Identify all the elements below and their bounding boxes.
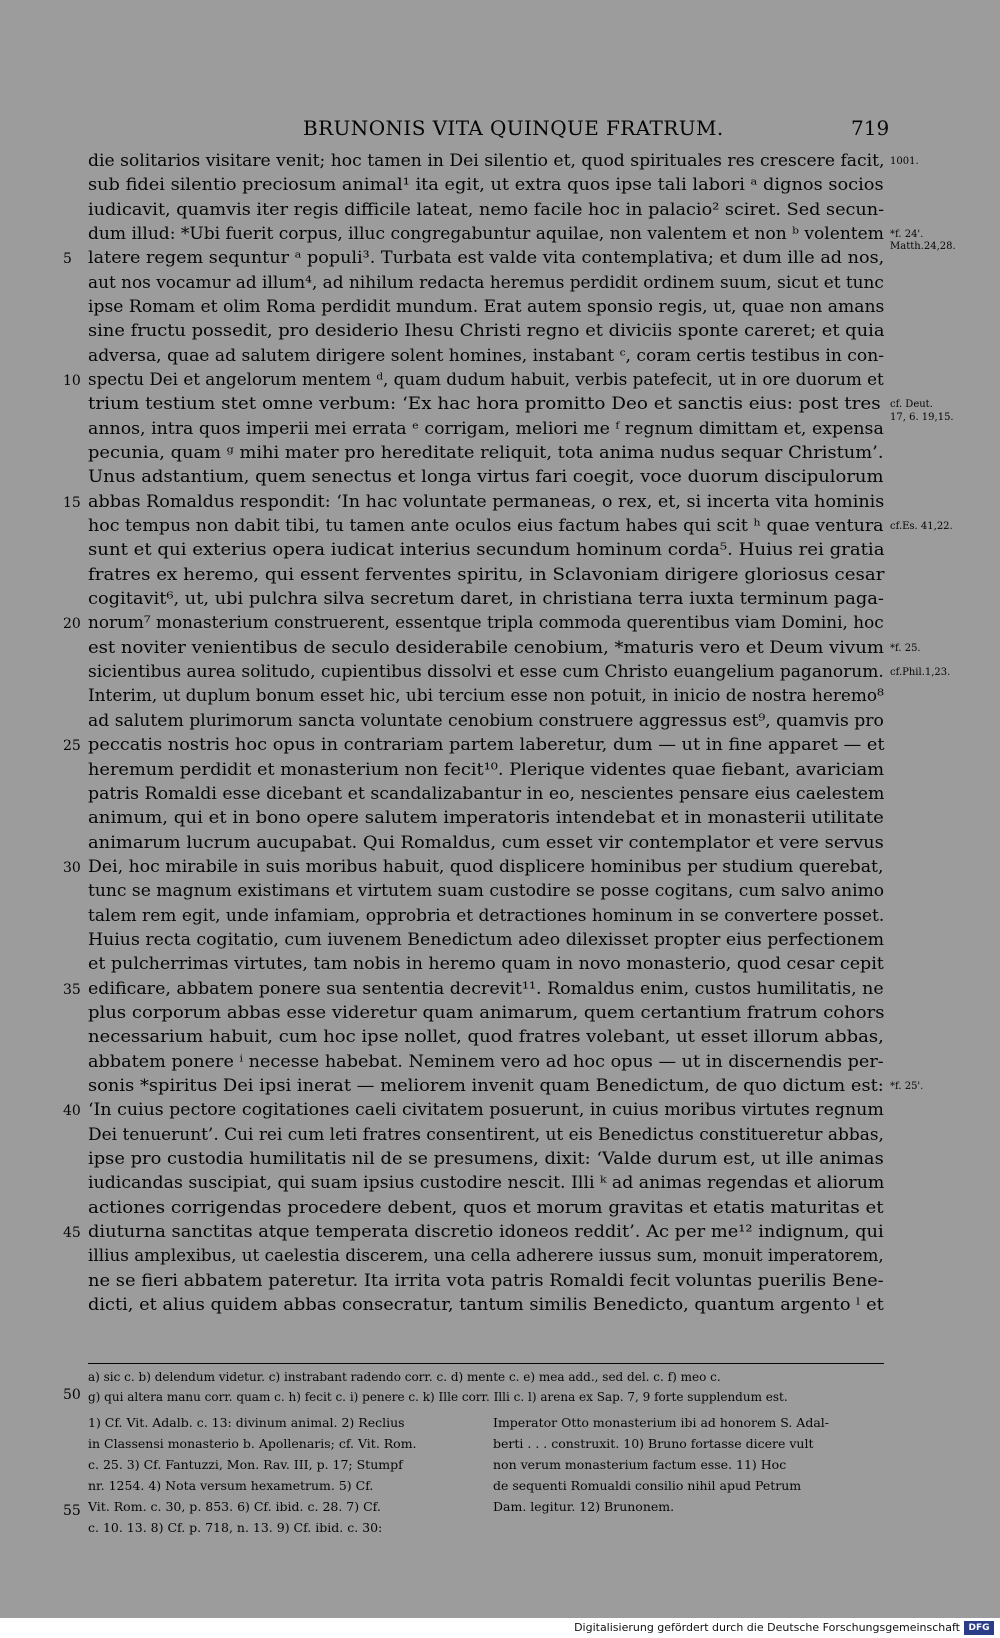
margin-reference: cf.Es. 41,22. — [890, 521, 953, 533]
text-line: aut nos vocamur ad illum⁴, ad nihilum redacta heremus perdidit ordinem suum, sicut et tunc — [88, 272, 884, 293]
line-number: 25 — [63, 738, 81, 755]
text-line: abbas Romaldus respondit: ‘In hac voluntate permaneas, o rex, et, si incerta vita hominis — [88, 491, 885, 512]
text-line: latere regem sequntur ᵃ populi³. Turbata est valde vita contemplativa; et dum ille ad nos, — [88, 248, 885, 269]
text-line: animarum lucrum aucupabat. Qui Romaldus, cum esset vir contemplator et vere servus — [88, 832, 884, 853]
text-line: plus corporum abbas esse videretur quam animarum, quem certantium fratrum cohors — [88, 1002, 885, 1023]
text-line: actiones corrigendas procedere debent, quos et morum gravitas et etatis maturitas et — [88, 1197, 884, 1218]
text-line: annos, intra quos imperii mei errata ᵉ corrigam, meliori me ᶠ regnum dimittam et, expensa — [88, 418, 884, 439]
text-line: peccatis nostris hoc opus in contrariam partem laberetur, dum — ut in fine apparet — et — [88, 735, 885, 756]
line-number: 5 — [63, 251, 72, 268]
page-number: 719 — [851, 116, 890, 140]
text-line: iudicandas suscipiat, qui suam ipsius custodire nescit. Illi ᵏ ad animas regendas et aliorum — [88, 1173, 885, 1194]
text-line: abbatem ponere ⁱ necesse habebat. Neminem vero ad hoc opus — ut in discernendis per- — [88, 1051, 884, 1072]
dfg-logo: DFG — [964, 1621, 994, 1635]
text-line: Unus adstantium, quem senectus et longa virtus fari coegit, voce duorum discipulorum — [88, 467, 884, 488]
line-number: 10 — [63, 373, 81, 390]
margin-reference: *f. 24'. — [890, 229, 924, 241]
footnote-line: 1) Cf. Vit. Adalb. c. 13: divinum animal. 2) Reclius — [88, 1415, 405, 1430]
footnote-line: Vit. Rom. c. 30, p. 853. 6) Cf. ibid. c. 28. 7) Cf. — [88, 1499, 381, 1514]
text-line: ipse Romam et olim Roma perdidit mundum. Erat autem sponsio regis, ut, quae non amans — [88, 297, 885, 318]
line-number: 20 — [63, 616, 81, 633]
text-line: talem rem egit, unde infamiam, opprobria et detractiones hominum in se convertere posset. — [88, 905, 885, 926]
line-number: 35 — [63, 981, 81, 998]
footnote-line: c. 25. 3) Cf. Fantuzzi, Mon. Rav. III, p. 17; Stumpf — [88, 1457, 403, 1472]
footnote-line: nr. 1254. 4) Nota versum hexametrum. 5) Cf. — [88, 1478, 374, 1493]
text-line: trium testium stet omne verbum: ‘Ex hac hora promitto Deo et sanctis eius: post tres — [88, 394, 881, 415]
line-number: 40 — [63, 1103, 81, 1120]
text-line: sunt et qui exterius opera iudicat interius secundum hominum corda⁵. Huius rei gratia — [88, 540, 885, 561]
footnote-line: Dam. legitur. 12) Brunonem. — [493, 1499, 675, 1514]
text-line: sine fructu possedit, pro desiderio Ihesu Christi regno et diviciis sponte careret; et quia — [88, 321, 885, 342]
variant-note: a) sic c. b) delendum videtur. c) instrabant radendo corr. c. d) mente c. e) mea add., sed del. c. f) meo c. — [88, 1370, 721, 1384]
text-line: illius amplexibus, ut caelestia discerem, una cella adherere iussus sum, monuit imperatorem, — [88, 1246, 884, 1267]
margin-reference: 1001. — [890, 156, 919, 167]
footnote-line: Imperator Otto monasterium ibi ad honorem S. Adal- — [493, 1415, 829, 1430]
text-line: pecunia, quam ᵍ mihi mater pro hereditate reliquit, tota anima nudus sequar Christum’. — [88, 443, 884, 464]
text-line: ipse pro custodia humilitatis nil de se presumens, dixit: ‘Valde durum est, ut ille animas — [88, 1148, 884, 1169]
footnote-line: de sequenti Romualdi consilio nihil apud Petrum — [493, 1478, 802, 1493]
notes-separator — [88, 1363, 884, 1364]
text-line: et pulcherrimas virtutes, tam nobis in heremo quam in novo monasterio, quod cesar cepit — [88, 954, 884, 975]
margin-reference: cf. Deut. — [890, 399, 933, 411]
text-line: Dei, hoc mirabile in suis moribus habuit, quod displicere hominibus per studium querebat, — [88, 856, 884, 877]
line-number: 45 — [63, 1224, 81, 1241]
funding-notice: Digitalisierung gefördert durch die Deutsche Forschungsgemeinschaft — [574, 1621, 960, 1634]
text-line: iudicavit, quamvis iter regis difficile lateat, nemo facile hoc in palacio² sciret. Sed secun- — [88, 199, 885, 220]
text-line: spectu Dei et angelorum mentem ᵈ, quam dudum habuit, verbis patefecit, ut in ore duorum et — [88, 370, 884, 391]
footnote-line: in Classensi monasterio b. Apollenaris; cf. Vit. Rom. — [88, 1436, 417, 1451]
variant-note: g) qui altera manu corr. quam c. h) fecit c. i) penere c. k) Ille corr. Illi c. l) arena ex Sap. 7, 9 forte supplendum est. — [88, 1390, 788, 1404]
footnote-line: berti . . . construxit. 10) Bruno fortasse dicere vult — [493, 1436, 814, 1451]
text-line: cogitavit⁶, ut, ubi pulchra silva secretum daret, in christiana terra iuxta terminum paga- — [88, 589, 884, 610]
text-line: adversa, quae ad salutem dirigere solent homines, instabant ᶜ, coram certis testibus in con- — [88, 345, 885, 366]
text-line: sub fidei silentio preciosum animal¹ ita egit, ut extra quos ipse tali labori ᵃ dignos socios — [88, 175, 884, 196]
text-line: necessarium habuit, cum hoc ipse nollet, quod fratres volebant, ut esset illorum abbas, — [88, 1027, 884, 1048]
margin-reference: *f. 25'. — [890, 1080, 924, 1092]
text-line: die solitarios visitare venit; hoc tamen in Dei silentio et, quod spirituales res crescere facit, — [88, 151, 885, 171]
text-line: tunc se magnum existimans et virtutem suam custodire se posse cogitans, cum salvo animo — [88, 881, 885, 902]
text-line: Huius recta cogitatio, cum iuvenem Benedictum adeo dilexisset propter eius perfectionem — [88, 929, 885, 950]
text-line: animum, qui et in bono opere salutem imperatoris intendebat et in monasterii utilitate — [88, 808, 884, 829]
margin-reference: *f. 25. — [890, 642, 921, 654]
margin-reference: 17, 6. 19,15. — [890, 411, 954, 423]
text-line: ‘In cuius pectore cogitationes caeli civitatem posuerunt, in cuius moribus virtutes regnum — [88, 1100, 884, 1121]
text-line: patris Romaldi esse dicebant et scandalizabantur in eo, nescientes pensare eius caelestem — [88, 783, 885, 804]
text-line: hoc tempus non dabit tibi, tu tamen ante oculos eius factum habes qui scit ʰ quae ventura — [88, 516, 884, 537]
margin-reference: Matth.24,28. — [890, 241, 956, 253]
running-title: BRUNONIS VITA QUINQUE FRATRUM. — [303, 116, 724, 140]
text-line: sonis *spiritus Dei ipsi inerat — meliorem invenit quam Benedictum, de quo dictum est: — [88, 1075, 884, 1096]
text-line: Dei tenuerunt’. Cui rei cum leti fratres consentirent, ut eis Benedictus constitueretur abbas, — [88, 1124, 884, 1145]
text-line: dum illud: *Ubi fuerit corpus, illuc congregabuntur aquilae, non valentem et non ᵇ volentem — [88, 224, 884, 245]
footnote-line: c. 10. 13. 8) Cf. p. 718, n. 13. 9) Cf. ibid. c. 30: — [88, 1520, 383, 1535]
text-line: ad salutem plurimorum sancta voluntate cenobium construere aggressus est⁹, quamvis pro — [88, 710, 884, 731]
text-line: dicti, et alius quidem abbas consecratur, tantum similis Benedicto, quantum argento ˡ et — [88, 1294, 884, 1315]
footnote-line: non verum monasterium factum esse. 11) Hoc — [493, 1457, 787, 1472]
text-line: ne se fieri abbatem pateretur. Ita irrita vota patris Romaldi fecit voluntas puerilis Bene- — [88, 1270, 884, 1291]
line-number: 55 — [63, 1503, 81, 1519]
line-number: 30 — [63, 859, 81, 876]
text-line: heremum perdidit et monasterium non fecit¹⁰. Plerique videntes quae fiebant, avariciam — [88, 759, 885, 780]
text-line: sicientibus aurea solitudo, cupientibus dissolvi et esse cum Christo euangelium paganorum. — [88, 662, 884, 683]
text-line: est noviter venientibus de seculo desiderabile cenobium, *maturis vero et Deum vivum — [88, 637, 884, 658]
digitization-footer — [0, 1618, 1000, 1638]
text-line: Interim, ut duplum bonum esset hic, ubi tercium esse non potuit, in inicio de nostra heremo⁸ — [88, 686, 884, 707]
line-number: 15 — [63, 494, 81, 511]
text-line: fratres ex heremo, qui essent ferventes spiritu, in Sclavoniam dirigere gloriosus cesar — [88, 564, 885, 585]
text-line: diuturna sanctitas atque temperata discretio idoneos reddit’. Ac per me¹² indignum, qui — [88, 1221, 884, 1242]
text-line: norum⁷ monasterium construerent, essentque tripla commoda querentibus viam Domini, hoc — [88, 613, 884, 634]
text-line: edificare, abbatem ponere sua sententia decrevit¹¹. Romaldus enim, custos humilitatis, ne — [88, 978, 884, 999]
margin-reference: cf.Phil.1,23. — [890, 667, 951, 679]
line-number: 50 — [63, 1387, 81, 1403]
